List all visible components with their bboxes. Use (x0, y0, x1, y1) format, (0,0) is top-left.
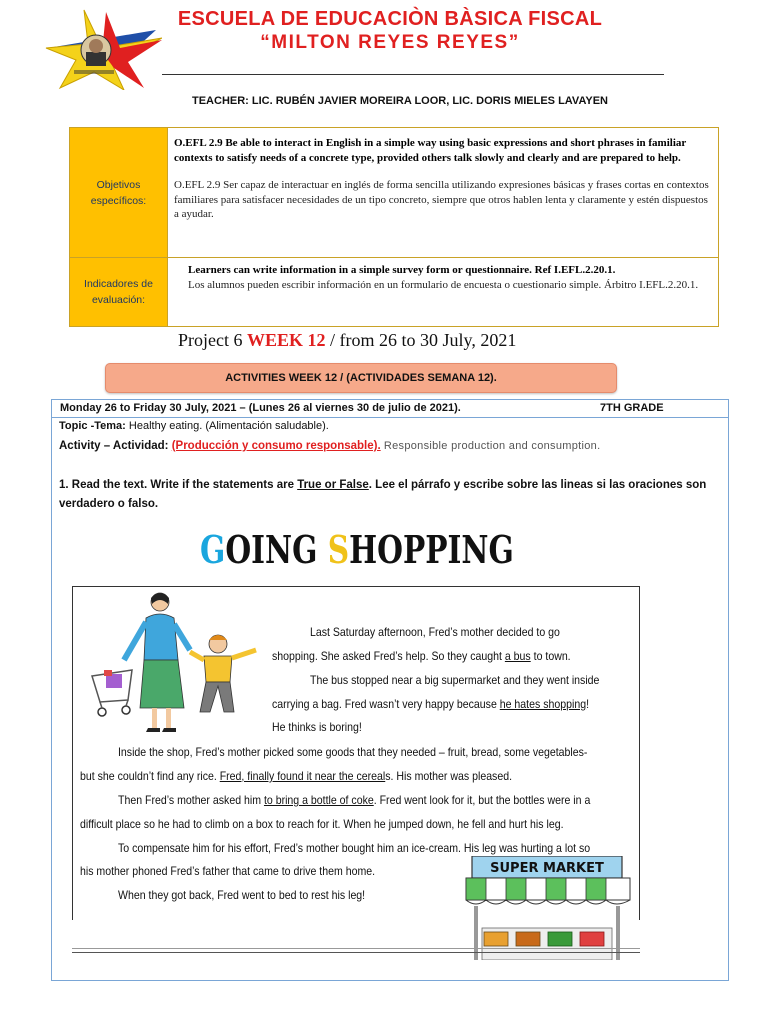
story-line-8a: Then Fred’s mother asked him (118, 793, 264, 807)
story-line-1: Last Saturday afternoon, Fred’s mother decided to go (310, 625, 560, 639)
school-title: ESCUELA DE EDUCACIÒN BÀSICA FISCAL (177, 8, 603, 30)
topic-value: Healthy eating. (Alimentación saludable). (128, 420, 329, 432)
objective-es: O.EFL 2.9 Ser capaz de interactuar en inglés de forma sencilla utilizando expresiones básicas y frases cortas en contextos familiares para satisfacer necesidades de un tipo concreto, siempre que otros hablen lenta y claramente y estén dispuestos a ayudar. (174, 179, 709, 220)
activities-banner: ACTIVITIES WEEK 12 / (ACTIVIDADES SEMANA 12). (105, 363, 617, 393)
story-line-7b: s. His mother was pleased. (385, 769, 513, 783)
objectives-content (174, 136, 714, 235)
title-part2: HOPPING (349, 527, 514, 572)
story-line-6: Inside the shop, Fred’s mother picked some goods that they needed – fruit, bread, some vegetables- (118, 745, 588, 759)
story-line-4a: carrying a bag. Fred wasn’t very happy because (272, 697, 500, 711)
story-bottom-rule-top (72, 948, 640, 949)
story-line-2 (272, 649, 571, 663)
date-row (52, 400, 728, 418)
story-title (200, 527, 514, 572)
project-week: WEEK 12 (247, 330, 326, 350)
story-line-11: his mother phoned Fred’s father that came to drive them home. (80, 864, 376, 878)
activity-en: Responsible production and consumption. (383, 440, 601, 452)
grade-label: 7TH GRADE (600, 402, 664, 414)
story-line-7-underlined: Fred, finally found it near the cereal (219, 769, 386, 783)
title-letter-g: G (200, 527, 226, 572)
teachers-line: TEACHER: LIC. RUBÉN JAVIER MOREIRA LOOR, LIC. DORIS MIELES LAVAYEN (192, 95, 608, 107)
story-line-2-underlined: a bus (504, 649, 531, 663)
instructions-part1: 1. Read the text. Write if the statements are (59, 479, 294, 491)
activity-line (59, 440, 600, 452)
story-bottom-rule (72, 952, 640, 953)
indicators-content (174, 263, 714, 292)
title-part1: OING (225, 527, 328, 572)
story-line-4-underlined: he hates shopping (499, 697, 587, 711)
story-line-8-underlined: to bring a bottle of coke (263, 793, 374, 807)
story-line-10: To compensate him for his effort, Fred’s mother bought him an ice-cream. His leg was hurting a lot so (118, 841, 591, 855)
topic-label: Topic -Tema: (59, 420, 126, 432)
activity-label: Activity – Actividad: (59, 440, 169, 452)
objective-en: O.EFL 2.9 Be able to interact in English in a simple way using basic expressions and short phrases in familiar contexts to satisfy needs of a concrete type, provided others talk slowly and clearly and are prepared to help. (174, 137, 687, 164)
school-name: “MILTON REYES REYES” (260, 32, 520, 53)
story-line-3: The bus stopped near a big supermarket and they went inside (310, 673, 600, 687)
topic-line (59, 420, 329, 432)
story-line-2b: to town. (530, 649, 571, 663)
title-letter-s: S (327, 527, 350, 572)
story-line-5: He thinks is boring! (272, 720, 362, 734)
project-heading (178, 330, 516, 351)
supermarket-sign: SUPER MARKET (490, 861, 604, 876)
lesson-date: Monday 26 to Friday 30 July, 2021 – (Lunes 26 al viernes 30 de julio de 2021). (60, 402, 461, 414)
objectives-row (70, 128, 718, 258)
story-line-8b: . Fred went look for it, but the bottles were in a (373, 793, 591, 807)
story-line-8 (118, 793, 590, 807)
activity-es: (Producción y consumo responsable). (171, 440, 381, 452)
story-line-7 (80, 769, 512, 783)
story-line-4b: ! (586, 697, 590, 711)
story-line-12: When they got back, Fred went to bed to rest his leg! (118, 888, 366, 902)
indicator-es: Los alumnos pueden escribir información en un formulario de encuesta o cuestionario simple. Árbitro I.EFL.2.20.1. (188, 278, 699, 291)
indicators-row (70, 258, 718, 326)
objectives-label: Objetivos específicos: (70, 128, 168, 257)
project-prefix: Project 6 (178, 330, 243, 350)
story-line-4 (272, 697, 589, 711)
project-dates: / from 26 to 30 July, 2021 (330, 330, 517, 350)
school-logo (44, 8, 162, 90)
story-line-7a: but she couldn’t find any rice. (80, 769, 220, 783)
objectives-table (69, 127, 719, 327)
supermarket-illustration (462, 856, 634, 960)
instructions-part2: . Lee el párrafo y escribe sobre las lineas si las oraciones son verdadero o falso. (59, 479, 707, 510)
instructions (59, 476, 719, 514)
story-line-2a: shopping. She asked Fred’s help. So they caught (272, 649, 505, 663)
indicator-en: Learners can write information in a simple survey form or questionnaire. Ref I.EFL.2.20.1. (188, 264, 616, 276)
story-line-9: difficult place so he had to climb on a box to reach for it. When he jumped down, he fell and hurt his leg. (80, 817, 564, 831)
true-false-text: True or False (297, 479, 369, 491)
indicators-label: Indicadores de evaluación: (70, 258, 168, 326)
header-divider (162, 74, 664, 75)
mother-child-illustration (80, 590, 266, 740)
